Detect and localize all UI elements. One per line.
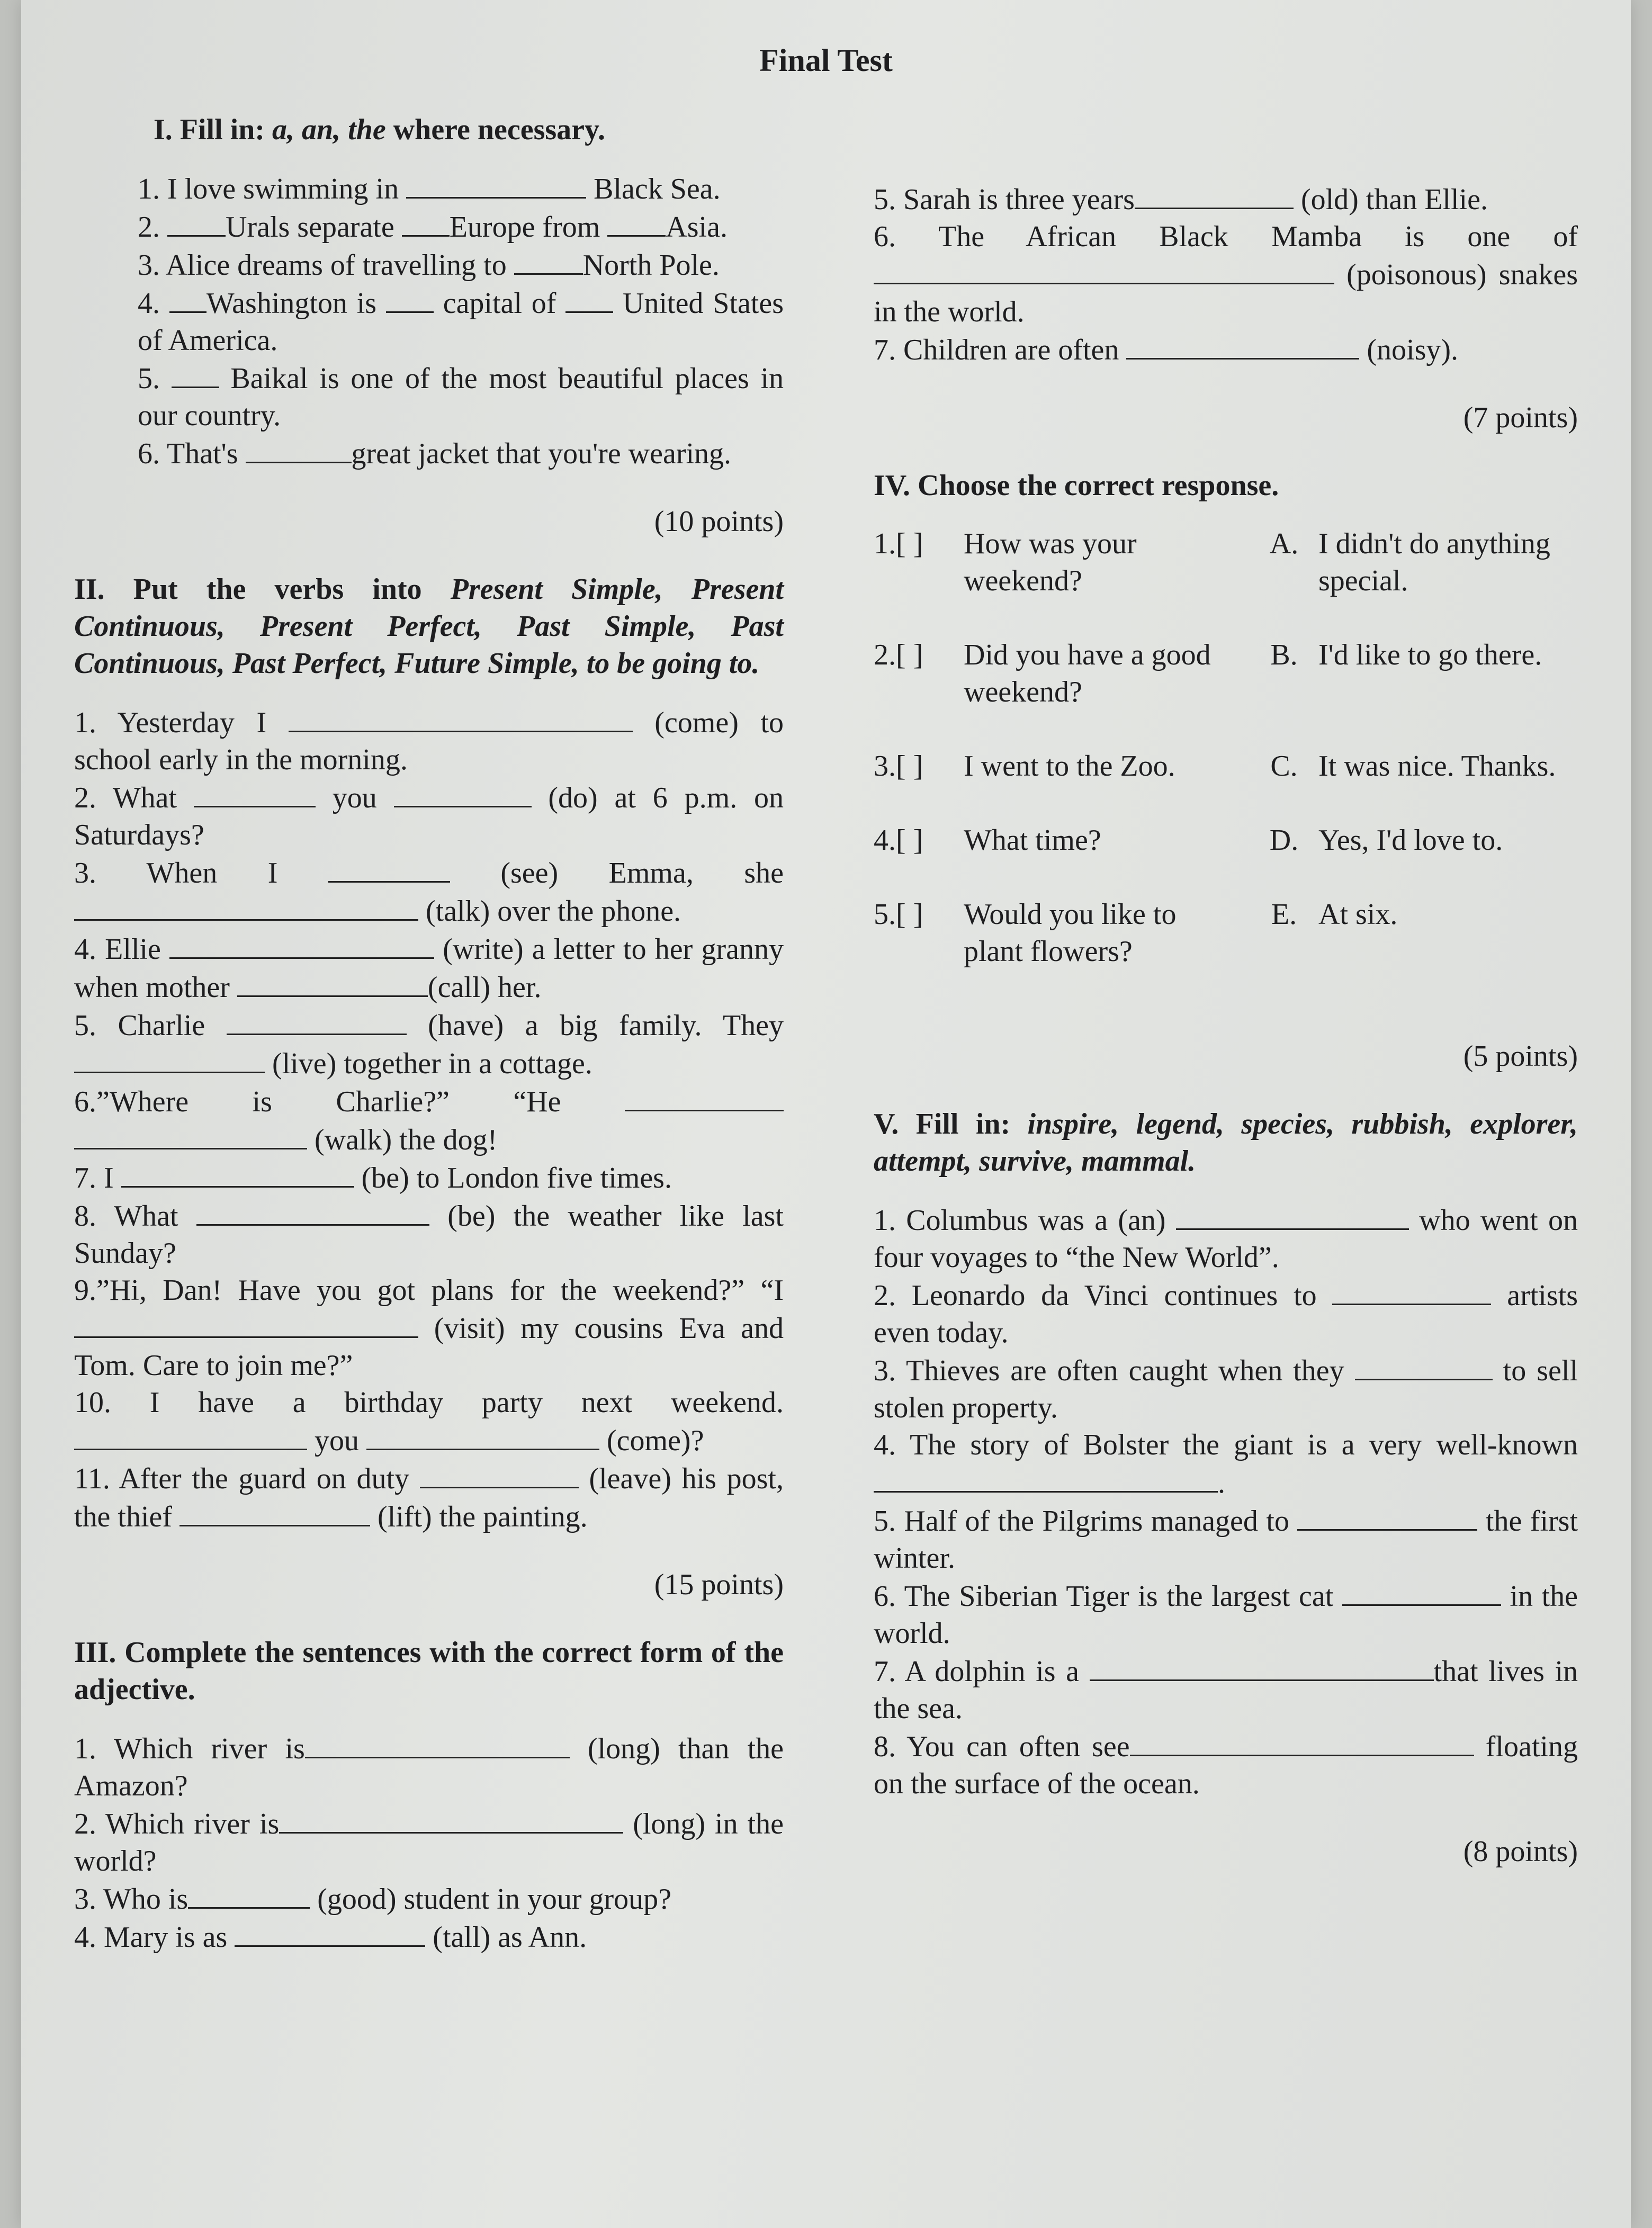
s1-item-3: 3. Alice dreams of travelling to North Pole. bbox=[138, 246, 784, 284]
answer-blank[interactable] bbox=[402, 208, 450, 237]
s1-item-1: 1. I love swimming in Black Sea. bbox=[138, 169, 784, 208]
answer-blank[interactable] bbox=[1355, 1351, 1493, 1380]
answer-blank[interactable] bbox=[172, 359, 219, 388]
s2-item-5: 5. Charlie (have) a big family. They (live) together in a cottage. bbox=[74, 1006, 784, 1082]
s2-item-3: 3. When I (see) Emma, she (talk) over the phone. bbox=[74, 854, 784, 930]
answer-blank[interactable] bbox=[74, 1421, 307, 1450]
answer-box[interactable]: 4.[ ] bbox=[874, 824, 923, 857]
answer-box[interactable]: 3.[ ] bbox=[874, 750, 923, 783]
answer-blank[interactable] bbox=[1090, 1652, 1434, 1681]
answer-blank[interactable] bbox=[394, 778, 532, 807]
s5-item-7: 7. A dolphin is a that lives in the sea. bbox=[874, 1652, 1578, 1727]
answer-box[interactable]: 5.[ ] bbox=[874, 898, 923, 931]
answer-blank[interactable] bbox=[1135, 180, 1294, 209]
answer-blank[interactable] bbox=[227, 1006, 407, 1035]
s2-item-8: 8. What (be) the weather like last Sunday? bbox=[74, 1197, 784, 1272]
answer-blank[interactable] bbox=[565, 284, 613, 313]
answer-blank[interactable] bbox=[169, 930, 434, 959]
answer-blank[interactable] bbox=[74, 1120, 307, 1149]
question-text: What time? bbox=[964, 824, 1101, 857]
answer-blank[interactable] bbox=[366, 1421, 599, 1450]
option-text: I didn't do anything special. bbox=[1318, 527, 1550, 597]
option-text: It was nice. Thanks. bbox=[1318, 750, 1556, 783]
s2-item-4: 4. Ellie (write) a letter to her granny when mother (call) her. bbox=[74, 930, 784, 1006]
section-2-points: (15 points) bbox=[654, 1568, 784, 1601]
s2-item-11: 11. After the guard on duty (leave) his post, the thief (lift) the painting. bbox=[74, 1459, 784, 1535]
s2-item-7: 7. I (be) to London five times. bbox=[74, 1158, 784, 1197]
s3-item-1: 1. Which river is (long) than the Amazon? bbox=[74, 1729, 784, 1804]
answer-blank[interactable] bbox=[74, 892, 418, 921]
answer-blank[interactable] bbox=[246, 434, 352, 463]
section-3-points: (7 points) bbox=[1463, 401, 1578, 434]
response-row bbox=[874, 525, 1578, 636]
answer-blank[interactable] bbox=[169, 284, 206, 313]
response-row bbox=[874, 636, 1578, 748]
s1-item-5: 5. Baikal is one of the most beautiful places in our country. bbox=[138, 359, 784, 434]
option-letter: D. bbox=[1269, 824, 1299, 857]
right-column bbox=[874, 180, 1578, 1901]
answer-blank[interactable] bbox=[1332, 1276, 1491, 1305]
s2-item-10: 10. I have a birthday party next weekend. you (come)? bbox=[74, 1386, 784, 1457]
option-text: Yes, I'd love to. bbox=[1318, 824, 1503, 857]
s3-item-6: 6. The African Black Mamba is one of (poisonous) snakes in the world. bbox=[874, 220, 1578, 328]
s3-item-2: 2. Which river is (long) in the world? bbox=[74, 1804, 784, 1880]
answer-blank[interactable] bbox=[121, 1158, 354, 1188]
s1-item-4: 4. Washington is capital of United States of America. bbox=[138, 284, 784, 359]
answer-blank[interactable] bbox=[167, 208, 226, 237]
answer-blank[interactable] bbox=[874, 255, 1334, 284]
answer-blank[interactable] bbox=[1342, 1577, 1501, 1606]
section-1-items bbox=[74, 169, 784, 472]
response-row bbox=[874, 822, 1578, 896]
question-text: How was your weekend? bbox=[964, 527, 1137, 597]
answer-blank[interactable] bbox=[1176, 1201, 1409, 1230]
answer-blank[interactable] bbox=[1130, 1727, 1474, 1756]
section-2-heading: II. Put the verbs into Present Simple, Present Continuous, Present Perfect, Past Simple, Past Continuous, Past Perfect, Future Simple, to be going to. bbox=[74, 573, 784, 680]
answer-blank[interactable] bbox=[279, 1804, 623, 1834]
answer-blank[interactable] bbox=[514, 246, 583, 275]
s5-item-6: 6. The Siberian Tiger is the largest cat in the world. bbox=[874, 1577, 1578, 1652]
answer-blank[interactable] bbox=[1126, 330, 1359, 360]
answer-blank[interactable] bbox=[305, 1729, 570, 1758]
answer-blank[interactable] bbox=[194, 778, 316, 807]
s5-item-8: 8. You can often see floating on the surface of the ocean. bbox=[874, 1727, 1578, 1802]
answer-blank[interactable] bbox=[74, 1309, 418, 1338]
section-1 bbox=[74, 111, 784, 540]
section-3-heading: III. Complete the sentences with the correct form of the adjective. bbox=[74, 1636, 784, 1706]
section-1-points: (10 points) bbox=[654, 505, 784, 538]
s2-item-2: 2. What you (do) at 6 p.m. on Saturdays? bbox=[74, 778, 784, 854]
answer-blank[interactable] bbox=[625, 1082, 784, 1111]
section-3-continued bbox=[874, 180, 1578, 436]
s1-item-2: 2. Urals separate Europe from Asia. bbox=[138, 208, 784, 246]
answer-blank[interactable] bbox=[607, 208, 666, 237]
question-text: I went to the Zoo. bbox=[964, 750, 1175, 783]
answer-blank[interactable] bbox=[237, 968, 428, 997]
answer-blank[interactable] bbox=[406, 169, 586, 199]
s5-item-4: 4. The story of Bolster the giant is a very well-known . bbox=[874, 1429, 1578, 1499]
option-letter: E. bbox=[1271, 898, 1297, 931]
s2-item-6: 6.”Where is Charlie?” “He (walk) the dog! bbox=[74, 1082, 784, 1158]
response-row bbox=[874, 748, 1578, 822]
section-5 bbox=[874, 1106, 1578, 1870]
answer-blank[interactable] bbox=[235, 1918, 425, 1947]
s3-item-4: 4. Mary is as (tall) as Ann. bbox=[74, 1918, 784, 1956]
answer-box[interactable]: 2.[ ] bbox=[874, 639, 923, 671]
answer-blank[interactable] bbox=[188, 1880, 310, 1909]
s3-item-3: 3. Who is (good) student in your group? bbox=[74, 1880, 784, 1918]
answer-blank[interactable] bbox=[386, 284, 434, 313]
question-text: Would you like to plant flowers? bbox=[964, 898, 1177, 968]
s2-item-1: 1. Yesterday I (come) to school early in the morning. bbox=[74, 703, 784, 778]
section-1-heading: I. Fill in: a, an, the where necessary. bbox=[154, 113, 605, 146]
section-4-points: (5 points) bbox=[1463, 1040, 1578, 1073]
response-table bbox=[874, 525, 1578, 1007]
response-row bbox=[874, 896, 1578, 1007]
page-title: Final Test bbox=[759, 43, 893, 78]
s5-item-1: 1. Columbus was a (an) who went on four voyages to “the New World”. bbox=[874, 1201, 1578, 1276]
s5-item-5: 5. Half of the Pilgrims managed to the first winter. bbox=[874, 1502, 1578, 1577]
section-4-heading: IV. Choose the correct response. bbox=[874, 469, 1279, 502]
answer-blank[interactable] bbox=[420, 1459, 579, 1488]
section-3 bbox=[74, 1634, 784, 1956]
s3-item-7: 7. Children are often (noisy). bbox=[874, 330, 1578, 369]
answer-blank[interactable] bbox=[74, 1044, 265, 1073]
answer-box[interactable]: 1.[ ] bbox=[874, 527, 923, 560]
section-4 bbox=[874, 467, 1578, 1075]
answer-blank[interactable] bbox=[328, 854, 450, 883]
question-text: Did you have a good weekend? bbox=[964, 639, 1211, 708]
s5-item-2: 2. Leonardo da Vinci continues to artists even today. bbox=[874, 1276, 1578, 1351]
answer-blank[interactable] bbox=[874, 1463, 1218, 1493]
answer-blank[interactable] bbox=[289, 703, 633, 732]
option-letter: C. bbox=[1270, 750, 1298, 783]
option-text: I'd like to go there. bbox=[1318, 639, 1542, 671]
option-letter: B. bbox=[1270, 639, 1298, 671]
s3-item-5: 5. Sarah is three years (old) than Ellie. bbox=[874, 180, 1578, 218]
answer-blank[interactable] bbox=[196, 1197, 429, 1226]
left-column bbox=[74, 111, 784, 1956]
s2-item-9: 9.”Hi, Dan! Have you got plans for the weekend?” “I (visit) my cousins Eva and Tom. Care to join me?” bbox=[74, 1274, 784, 1382]
s1-item-6: 6. That's great jacket that you're wearing. bbox=[138, 434, 784, 472]
section-2 bbox=[74, 571, 784, 1603]
answer-blank[interactable] bbox=[179, 1497, 370, 1526]
section-5-points: (8 points) bbox=[1463, 1835, 1578, 1868]
option-text: At six. bbox=[1318, 898, 1398, 931]
answer-blank[interactable] bbox=[1297, 1502, 1477, 1531]
s5-item-3: 3. Thieves are often caught when they to sell stolen property. bbox=[874, 1351, 1578, 1426]
section-5-heading: V. Fill in: inspire, legend, species, rubbish, explorer, attempt, survive, mammal. bbox=[874, 1108, 1578, 1178]
option-letter: A. bbox=[1269, 527, 1299, 560]
